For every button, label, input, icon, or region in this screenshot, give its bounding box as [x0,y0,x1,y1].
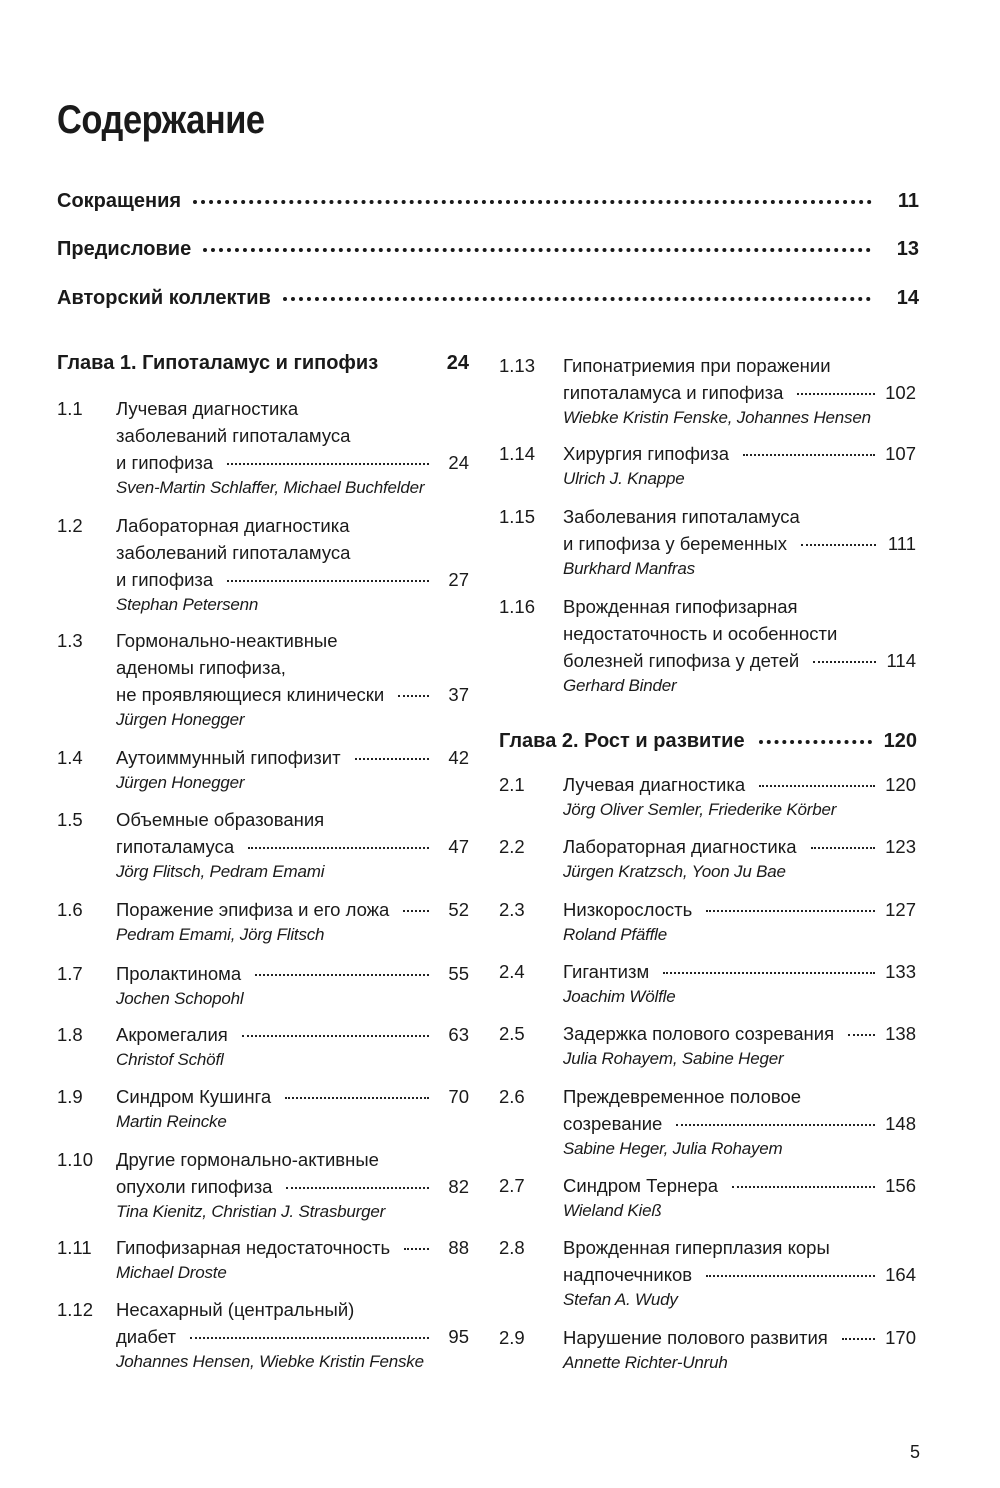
entry-page: 102 [885,382,916,403]
entry-page: 37 [448,684,469,705]
entry-title-line [116,1323,469,1350]
entry-number: 2.6 [499,1086,525,1107]
entry-title-line [563,833,916,860]
entry-title-line [563,1261,916,1288]
entry-body [563,1083,916,1161]
entry-number: 1.16 [499,596,536,617]
entry-title-text: Нарушение полового развития [563,1327,828,1348]
entry-page: 170 [885,1327,916,1348]
chapter-label: Глава 1. Гипоталамус и гипофиз [57,352,379,374]
entry-number: 2.2 [499,836,525,857]
leader-dots [732,1186,875,1188]
leader-dots [355,758,429,760]
entry-page: 52 [448,899,469,920]
toc-page: 13 [896,238,919,260]
chapter-page: 24 [446,352,469,374]
entry-body [116,1083,469,1134]
entry-title-text: Гигантизм [563,961,650,982]
entry-title-line [116,627,469,654]
entry-number: 1.9 [57,1086,83,1107]
entry-title-text: Гипонатриемия при поражении [563,355,831,376]
leader-dots [759,740,872,744]
chapter-label: Глава 2. Рост и развитие [499,730,745,752]
page-number: 5 [910,1442,921,1462]
entry-body [563,1172,916,1223]
entry-authors: Gerhard Binder [563,676,677,695]
entry-body [563,833,916,884]
entry-authors: Jochen Schopohl [116,989,244,1008]
entry-title-line [116,1296,469,1323]
toc-front-authors[interactable] [57,287,919,321]
entry-title-line [116,566,469,593]
entry-title-line [563,440,916,467]
entry-body [563,593,916,698]
entry-number: 1.6 [57,899,83,920]
entry-title-text: надпочечников [563,1264,693,1285]
entry-title-text: Пролактинома [116,963,242,984]
entry-page: 148 [885,1113,916,1134]
entry-page: 123 [885,836,916,857]
leader-dots [797,393,875,395]
leader-dots [706,910,875,912]
entry-authors: Michael Droste [116,1263,227,1282]
entry-body [116,395,469,500]
entry-authors: Jürgen Honegger [116,710,245,729]
entry-page: 95 [448,1326,469,1347]
leader-dots [743,454,875,456]
entry-title-text: Заболевания гипоталамуса [563,506,800,527]
entry-authors: Johannes Hensen, Wiebke Kristin Fenske [116,1352,424,1371]
leader-dots [286,1187,429,1189]
entry-title-line [563,620,916,647]
toc-page: 14 [896,287,919,309]
leader-dots [404,1248,429,1250]
entry-number: 1.15 [499,506,536,527]
entry-body [116,896,469,947]
toc-label: Предисловие [57,238,192,260]
leader-dots [403,910,429,912]
entry-title-text: Лучевая диагностика [116,398,299,419]
leader-dots [663,972,875,974]
page-title: Содержание [57,98,265,142]
entry-authors: Annette Richter-Unruh [563,1353,728,1372]
entry-page: 70 [448,1086,469,1107]
entry-title-line [116,1173,469,1200]
entry-body [116,1234,469,1285]
entry-number: 1.10 [57,1149,94,1170]
entry-body [563,440,916,491]
entry-body [563,896,916,947]
entry-body [116,744,469,795]
entry-title-line [116,1234,469,1261]
entry-title-line [563,1110,916,1137]
chapter-page: 120 [883,730,917,752]
entry-title-line [563,647,916,674]
entry-body [563,771,916,822]
entry-authors: Jürgen Kratzsch, Yoon Ju Bae [563,862,786,881]
entry-title-line [563,1020,916,1047]
entry-authors: Sabine Heger, Julia Rohayem [563,1139,783,1158]
entry-title-text: Низкорослость [563,899,693,920]
entry-title-line [116,395,469,422]
entry-title-line [563,1324,916,1351]
entry-title-text: заболеваний гипоталамуса [116,542,351,563]
entry-title-line [563,379,916,406]
entry-title-line [116,1021,469,1048]
entry-authors: Wiebke Kristin Fenske, Johannes Hensen [563,408,871,427]
entry-authors: Sven-Martin Schlaffer, Michael Buchfelder [116,478,425,497]
leader-dots [813,661,876,663]
entry-title-line [563,593,916,620]
toc-front-preface[interactable] [57,238,919,272]
entry-number: 2.7 [499,1175,525,1196]
entry-title-line [563,352,916,379]
entry-title-text: аденомы гипофиза, [116,657,286,678]
entry-authors: Joachim Wölfle [563,987,676,1006]
leader-dots [706,1275,875,1277]
entry-page: 88 [448,1237,469,1258]
entry-authors: Jörg Oliver Semler, Friederike Körber [563,800,837,819]
entry-number: 2.9 [499,1327,525,1348]
entry-number: 1.8 [57,1024,83,1045]
entry-authors: Tina Kienitz, Christian J. Strasburger [116,1202,386,1221]
entry-title-text: Несахарный (центральный) [116,1299,355,1320]
entry-title-text: гипоталамуса [116,836,235,857]
entry-title-line [563,530,916,557]
leader-dots [255,974,429,976]
entry-title-text: Гормонально-неактивные [116,630,338,651]
entry-title-text: Объемные образования [116,809,325,830]
entry-page: 156 [885,1175,916,1196]
entry-title-line [563,503,916,530]
entry-title-text: и гипофиза [116,452,214,473]
entry-title-text: Лучевая диагностика [563,774,746,795]
entry-title-text: Поражение эпифиза и его ложа [116,899,390,920]
toc-front-abbreviations[interactable] [57,190,919,224]
leader-dots [801,544,876,546]
entry-title-text: и гипофиза у беременных [563,533,787,554]
entry-title-text: Акромегалия [116,1024,228,1045]
entry-title-text: болезней гипофиза у детей [563,650,800,671]
entry-authors: Stephan Petersenn [116,595,259,614]
entry-authors: Jörg Flitsch, Pedram Emami [116,862,325,881]
chapter-1-heading[interactable] [57,352,469,382]
entry-title-line [563,771,916,798]
entry-page: 138 [885,1023,916,1044]
entry-number: 1.5 [57,809,83,830]
entry-body [116,512,469,617]
entry-title-text: опухоли гипофиза [116,1176,273,1197]
entry-body [116,1146,469,1224]
entry-title-line [116,654,469,681]
entry-title-text: диабет [116,1326,176,1347]
leader-dots [811,847,876,849]
leader-dots [190,1337,429,1339]
entry-authors: Stefan A. Wudy [563,1290,678,1309]
entry-title-text: не проявляющиеся клинически [116,684,385,705]
entry-number: 2.3 [499,899,525,920]
entry-title-line [116,539,469,566]
entry-title-line [116,449,469,476]
entry-page: 114 [886,650,916,671]
entry-body [116,806,469,884]
leader-dots [848,1034,875,1036]
entry-title-line [116,422,469,449]
entry-authors: Wieland Kieß [563,1201,662,1220]
entry-page: 127 [885,899,916,920]
entry-page: 24 [448,452,469,473]
entry-title-line [116,1083,469,1110]
entry-title-text: созревание [563,1113,663,1134]
entry-body [116,1296,469,1374]
entry-body [116,627,469,732]
entry-title-text: Синдром Кушинга [116,1086,272,1107]
entry-authors: Roland Pfäffle [563,925,667,944]
entry-page: 63 [448,1024,469,1045]
entry-title-line [116,833,469,860]
entry-number: 1.1 [57,398,83,419]
toc-label: Авторский коллектив [57,287,271,309]
entry-authors: Julia Rohayem, Sabine Heger [563,1049,784,1068]
entry-page: 42 [448,747,469,768]
leader-dots [283,297,871,301]
entry-page: 133 [885,961,916,982]
entry-page: 164 [885,1264,916,1285]
entry-authors: Ulrich J. Knappe [563,469,685,488]
entry-page: 120 [885,774,916,795]
entry-title-text: Врожденная гипофизарная [563,596,798,617]
entry-page: 107 [885,443,916,464]
entry-title-line [116,1146,469,1173]
entry-title-line [563,1172,916,1199]
leader-dots [242,1035,429,1037]
leader-dots [842,1338,875,1340]
entry-body [563,1324,916,1375]
entry-title-text: Другие гормонально-активные [116,1149,379,1170]
toc-page: 11 [897,190,919,212]
entry-title-line [116,960,469,987]
entry-number: 1.2 [57,515,83,536]
entry-number: 1.14 [499,443,536,464]
entry-title-text: Синдром Тернера [563,1175,719,1196]
entry-page: 55 [448,963,469,984]
entry-title-text: недостаточность и особенности [563,623,838,644]
entry-body [563,352,916,430]
entry-title-text: Хирургия гипофиза [563,443,730,464]
entry-body [563,958,916,1009]
entry-number: 2.8 [499,1237,525,1258]
entry-title-line [116,744,469,771]
entry-page: 27 [448,569,469,590]
entry-body [563,1234,916,1312]
entry-page: 47 [448,836,469,857]
entry-authors: Christof Schöfl [116,1050,224,1069]
entry-number: 2.1 [499,774,525,795]
entry-title-text: и гипофиза [116,569,214,590]
entry-title-text: Гипофизарная недостаточность [116,1237,391,1258]
entry-title-text: Врожденная гиперплазия коры [563,1237,830,1258]
entry-body [116,1021,469,1072]
entry-number: 1.13 [499,355,536,376]
entry-body [116,960,469,1011]
entry-title-line [563,1234,916,1261]
chapter-2-heading[interactable] [499,730,917,760]
entry-title-line [563,896,916,923]
toc-label: Сокращения [57,190,182,212]
entry-authors: Pedram Emami, Jörg Flitsch [116,925,325,944]
entry-page: 111 [887,533,916,554]
leader-dots [203,248,871,252]
leader-dots [193,200,872,204]
entry-title-text: Задержка полового созревания [563,1023,835,1044]
entry-page: 82 [448,1176,469,1197]
leader-dots [398,695,429,697]
entry-title-line [563,1083,916,1110]
entry-title-line [116,512,469,539]
entry-title-text: гипоталамуса и гипофиза [563,382,784,403]
entry-title-text: заболеваний гипоталамуса [116,425,351,446]
leader-dots [227,463,429,465]
entry-title-text: Лабораторная диагностика [116,515,350,536]
entry-authors: Burkhard Manfras [563,559,695,578]
entry-authors: Jürgen Honegger [116,773,245,792]
entry-number: 1.7 [57,963,83,984]
entry-body [563,1020,916,1071]
leader-dots [248,847,429,849]
entry-title-line [563,958,916,985]
entry-number: 2.5 [499,1023,525,1044]
entry-title-line [116,896,469,923]
entry-title-text: Аутоиммунный гипофизит [116,747,341,768]
entry-title-line [116,806,469,833]
entry-number: 1.11 [57,1237,92,1258]
leader-dots [227,580,429,582]
entry-title-text: Преждевременное половое [563,1086,802,1107]
entry-body [563,503,916,581]
entry-title-line [116,681,469,708]
leader-dots [676,1124,875,1126]
entry-number: 1.3 [57,630,83,651]
entry-authors: Martin Reincke [116,1112,227,1131]
entry-number: 1.12 [57,1299,94,1320]
entry-number: 2.4 [499,961,525,982]
entry-number: 1.4 [57,747,83,768]
entry-title-text: Лабораторная диагностика [563,836,797,857]
leader-dots [759,785,875,787]
leader-dots [285,1097,429,1099]
